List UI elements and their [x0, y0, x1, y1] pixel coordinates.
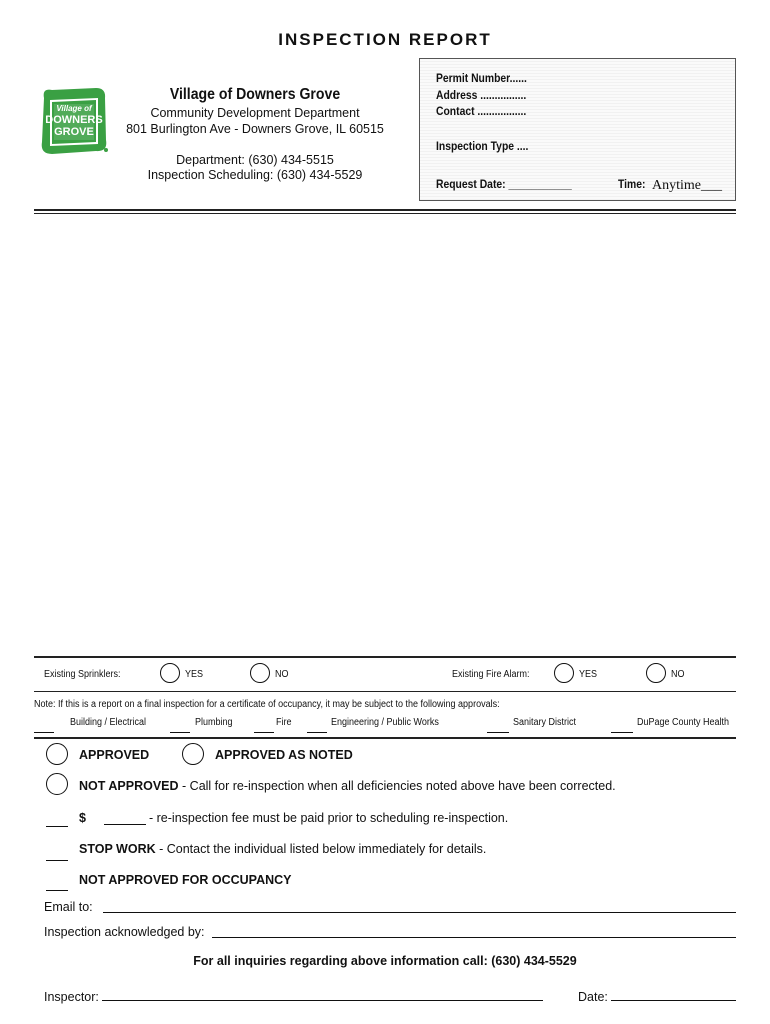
stop-work-desc: - Contact the individual listed below immediately for details. — [155, 842, 487, 856]
time-label: Time: — [618, 179, 646, 191]
stop-work-blank[interactable] — [46, 860, 68, 861]
approval-sanitary: Sanitary District — [513, 717, 577, 728]
logo-text-3: GROVE — [54, 126, 94, 138]
fee-amount-field[interactable] — [104, 824, 146, 825]
approval-blank-6[interactable] — [611, 732, 633, 733]
sprinklers-yes-label: YES — [185, 669, 204, 680]
org-name: Village of Downers Grove — [169, 86, 341, 103]
approval-blank-4[interactable] — [307, 732, 327, 733]
inspection-type: Inspection Type .... — [436, 141, 529, 153]
sprinklers-no-label: NO — [275, 669, 289, 680]
org-address: 801 Burlington Ave - Downers Grove, IL 60515 — [126, 122, 384, 136]
permit-contact: Contact ................. — [436, 106, 527, 118]
date-label: Date: — [578, 990, 608, 1004]
existing-sprinklers-label: Existing Sprinklers: — [44, 669, 121, 680]
logo-text-2: DOWNERS — [45, 114, 103, 126]
time-trail: ___ — [701, 178, 722, 193]
time-value: Anytime — [652, 178, 701, 193]
approved-as-noted-label: APPROVED AS NOTED — [215, 748, 353, 762]
approval-blank-2[interactable] — [170, 732, 190, 733]
approval-blank-3[interactable] — [254, 732, 274, 733]
sprinklers-no-radio[interactable] — [250, 663, 270, 683]
logo-text-1: Village of — [56, 104, 92, 113]
acknowledged-field[interactable] — [212, 937, 736, 938]
permit-address: Address ................ — [436, 90, 527, 102]
village-logo — [38, 84, 110, 158]
request-date: Request Date: ___________ — [436, 179, 572, 191]
time-field — [652, 176, 722, 194]
approval-building-electrical: Building / Electrical — [70, 717, 147, 728]
inspector-label: Inspector: — [44, 990, 99, 1004]
approval-blank-1[interactable] — [34, 732, 54, 733]
email-field[interactable] — [103, 912, 736, 913]
section-rule — [34, 656, 736, 658]
fire-alarm-yes-label: YES — [579, 669, 598, 680]
approval-dupage-health: DuPage County Health — [637, 717, 730, 728]
fire-alarm-yes-radio[interactable] — [554, 663, 574, 683]
email-label: Email to: — [44, 900, 93, 914]
permit-info-box — [419, 58, 736, 201]
not-approved-occupancy-label: NOT APPROVED FOR OCCUPANCY — [79, 873, 292, 887]
not-approved-desc: - Call for re-inspection when all deficiencies noted above have been corrected. — [178, 779, 616, 793]
org-phone-scheduling: Inspection Scheduling: (630) 434-5529 — [147, 168, 363, 182]
fee-desc: - re-inspection fee must be paid prior to scheduling re-inspection. — [149, 811, 509, 825]
header-rule-bottom — [34, 213, 736, 214]
permit-number: Permit Number...... — [436, 73, 527, 85]
report-title: INSPECTION REPORT — [278, 30, 492, 49]
not-occupancy-blank[interactable] — [46, 890, 68, 891]
not-approved-text — [79, 779, 616, 793]
org-department: Community Development Department — [150, 106, 360, 120]
inspector-field[interactable] — [102, 1000, 543, 1001]
not-approved-label: NOT APPROVED — [79, 779, 179, 793]
existing-fire-alarm-label: Existing Fire Alarm: — [452, 669, 530, 680]
approved-label: APPROVED — [79, 748, 150, 762]
co-note: Note: If this is a report on a final inspection for a certificate of occupancy, it may be subject to the following approvals: — [34, 699, 500, 710]
fee-blank[interactable] — [46, 826, 68, 827]
approved-as-noted-radio[interactable] — [182, 743, 204, 765]
fee-dollar: $ — [79, 811, 86, 825]
inquiries-line: For all inquiries regarding above information call: (630) 434-5529 — [193, 954, 577, 968]
date-field[interactable] — [611, 1000, 736, 1001]
approval-blank-5[interactable] — [487, 732, 509, 733]
fire-alarm-no-label: NO — [671, 669, 685, 680]
approval-engineering: Engineering / Public Works — [331, 717, 439, 728]
acknowledged-label: Inspection acknowledged by: — [44, 925, 205, 939]
not-approved-radio[interactable] — [46, 773, 68, 795]
header-rule-top — [34, 209, 736, 211]
approval-plumbing: Plumbing — [195, 717, 233, 728]
approved-radio[interactable] — [46, 743, 68, 765]
approval-fire: Fire — [276, 717, 292, 728]
stop-work-text — [79, 842, 486, 856]
org-phone-department: Department: (630) 434-5515 — [176, 153, 334, 167]
sprinklers-yes-radio[interactable] — [160, 663, 180, 683]
existing-rule — [34, 691, 736, 692]
stop-work-label: STOP WORK — [79, 842, 156, 856]
approvals-rule — [34, 737, 736, 739]
fire-alarm-no-radio[interactable] — [646, 663, 666, 683]
